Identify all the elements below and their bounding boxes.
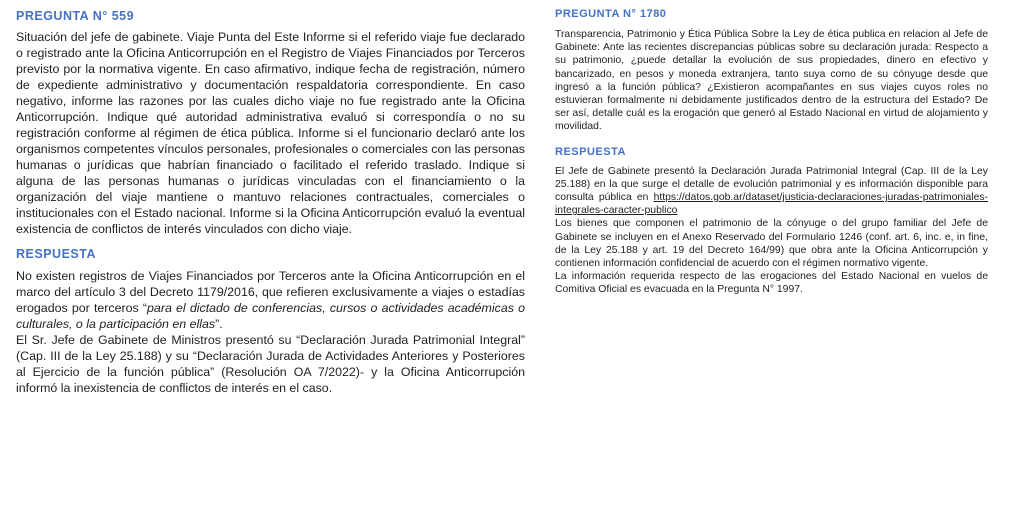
- answer-paragraph-1: [16, 268, 525, 332]
- answer-text: El Jefe de Gabinete presentó la Declaración Jurada Patrimonial Integral (Cap. III de la Ley 25.188) en la que surge el detalle de evolución patrimonial y es información disponible para consulta pública en: [555, 165, 988, 204]
- answer-heading-559: RESPUESTA: [16, 247, 96, 261]
- datos-gob-link[interactable]: https://datos.gob.ar/dataset/justicia-declaraciones-juradas-patrimoniales-integrales-caracter-publico: [555, 192, 988, 217]
- question-heading-559: PREGUNTA N° 559: [16, 9, 135, 23]
- answer-paragraph-1: [555, 165, 988, 218]
- answer-paragraph-2: Los bienes que componen el patrimonio de la cónyuge o del grupo familiar del Jefe de Gabinete se incluyen en el Anexo Reservado del Formulario 1246 (conf. art. 6, inc. e, in fine, de la Ley 25.188 y art. 19 del Decreto 164/99) que obra ante la Oficina Anticorrupción y contienen información confidencial de acuerdo con el régimen normativo vigente.: [555, 218, 988, 270]
- answer-text-a: No existen registros de Viajes Financiados por Terceros ante la Oficina Anticorrupción en el marco del artículo 3 del Decreto 1179/2016, que refieren exclusivamente a viajes o estadías erogados por terceros “: [16, 269, 525, 315]
- right-column: [555, 0, 988, 297]
- question-text-559: Situación del jefe de gabinete. Viaje Punta del Este Informe si el referido viaje fue declarado o registrado ante la Oficina Anticorrupción en el Registro de Viajes Financiados por Terceros previsto por la normativa vigente. En caso afirmativo, indique fecha de registración, número de expediente administrativo y documentación respaldatoria correspondiente. En caso negativo, informe las razones por las cuales dicho viaje no fue registrado ante la Oficina Anticorrupción. Indique qué autoridad administrativa evaluó si correspondía o no su registración conforme al régimen de ética pública. Informe si el funcionario declaró ante los organismos competentes vínculos personales, profesionales o comerciales con las personas humanas o jurídicas que habrían financiado o facilitado el referido traslado. Indique si alguna de las personas humanas o jurídicas vinculadas con el financiamiento o la organización del viaje mantiene o mantuvo relaciones contractuales, comerciales o institucionales con el Estado nacional. Informe si la Oficina Anticorrupción evaluó la eventual existencia de conflictos de interés vinculados con dicho viaje.: [16, 30, 525, 236]
- answer-paragraph-3: La información requerida respecto de las erogaciones del Estado Nacional en vuelos de Comitiva Oficial es evacuada en la Pregunta N° 1997.: [555, 271, 988, 296]
- question-heading-1780: PREGUNTA N° 1780: [555, 8, 667, 20]
- left-column: [16, 0, 525, 396]
- answer-text-b: ”.: [215, 317, 223, 331]
- answer-italic-quote: para el dictado de conferencias, cursos o actividades académicas o culturales, o la participación en ellas: [16, 301, 525, 331]
- answer-paragraph-2: El Sr. Jefe de Gabinete de Ministros presentó su “Declaración Jurada Patrimonial Integral” (Cap. III de la Ley 25.188) y su “Declaración Jurada de Actividades Anteriores y Posteriores al Ejercicio de la función pública” (Resolución OA 7/2022)- y la Oficina Anticorrupción informó la inexistencia de conflictos de interés en el caso.: [16, 333, 525, 395]
- answer-body-1780: [555, 165, 988, 297]
- answer-heading-1780: RESPUESTA: [555, 145, 626, 158]
- answer-body-559: [16, 268, 525, 396]
- question-text-1780: Transparencia, Patrimonio y Ética Pública Sobre la Ley de ética publica en relacion al Jefe de Gabinete: Ante las recientes discrepancias públicas sobre su declaración jurada: Respecto a su patrimonio, ¿puede detallar la evolución de sus propiedades, dinero en efectivo y bancarizado, en pesos y moneda extranjera, tanto suya como de su cónyuge desde que ingresó a la función pública? ¿Existieron acompañantes en sus viajes cuyos roles no estuvieran formalmente ni debidamente justificados dentro de la estructura del Estado? De ser así, detalle cuál es la erogación que generó al Estado Nacional en virtud de alojamiento y movilidad.: [555, 29, 988, 133]
